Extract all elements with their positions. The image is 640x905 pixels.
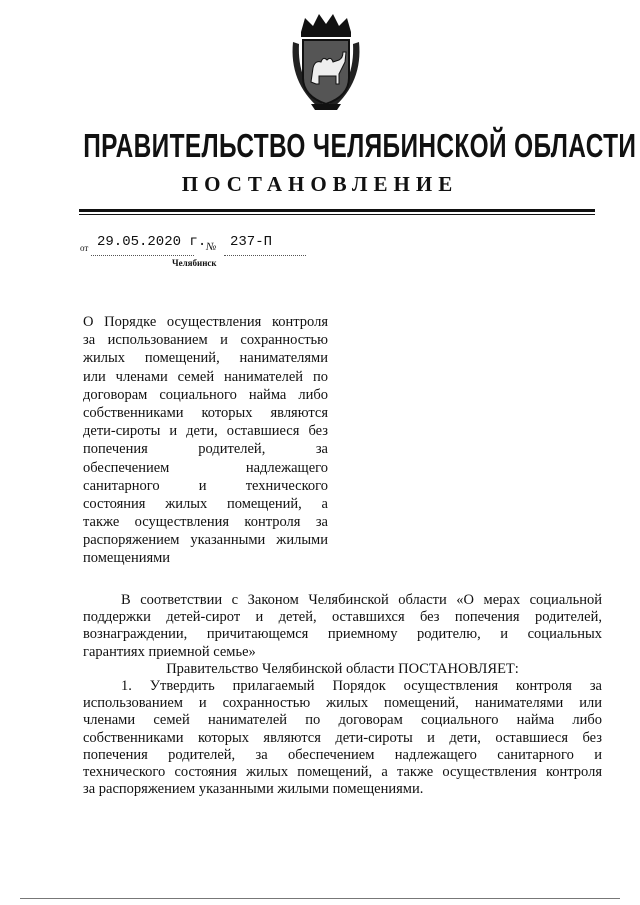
document-number: 237-П — [230, 234, 273, 250]
coat-of-arms-icon — [289, 12, 363, 114]
item-line: собственниками которых являются дети-сироты и дети, оставшиеся без — [83, 729, 602, 746]
subject-line: также осуществления контроля за — [83, 514, 328, 531]
subject-line: состояния жилых помещений, а — [83, 495, 328, 512]
item-line: за распоряжением указанными жилыми помещениями. — [83, 781, 424, 798]
subject-line: жилых помещений, нанимателями — [83, 350, 328, 367]
item-line: 1. Утвердить прилагаемый Порядок осуществления контроля за — [121, 677, 602, 694]
preamble-line: вознаграждении, причитающемся приемному родителю, и социальных — [83, 626, 602, 643]
date-underline — [91, 255, 194, 256]
item-line: попечения родителей, за обеспечением надлежащего санитарного и — [83, 746, 602, 763]
subject-line: договорам социального найма либо — [83, 386, 328, 403]
subject-line: собственниками которых являются — [83, 404, 328, 421]
subject-line: или членами семей нанимателей по — [83, 368, 328, 385]
preamble-line: гарантиях приемной семье» — [83, 643, 256, 660]
organization-title: ПРАВИТЕЛЬСТВО ЧЕЛЯБИНСКОЙ ОБЛАСТИ — [83, 127, 637, 164]
item-line: использованием и сохранностью жилых помещений, нанимателями или — [83, 695, 602, 712]
document-subject — [83, 313, 328, 568]
subject-line: санитарного и технического — [83, 477, 328, 494]
subject-line: за использованием и сохранностью — [83, 332, 328, 349]
item-line: членами семей нанимателей по договорам социального найма либо — [83, 712, 602, 729]
resolution-line: Правительство Челябинской области ПОСТАНОВЛЯЕТ: — [166, 660, 519, 677]
header-divider-thin — [79, 214, 595, 215]
page-bottom-edge — [20, 898, 620, 899]
subject-line: помещениями — [83, 550, 171, 567]
subject-line: попечения родителей, за — [83, 441, 328, 458]
date-prefix: от — [80, 243, 89, 253]
header-divider — [79, 209, 595, 212]
item-line: технического состояния жилых помещений, а также осуществления контроля — [83, 763, 602, 780]
subject-line: обеспечением надлежащего — [83, 459, 328, 476]
subject-line: распоряжением указанными жилыми — [83, 532, 328, 549]
number-prefix: № — [206, 241, 217, 253]
document-date: 29.05.2020 г. — [97, 234, 207, 250]
document-type-title: ПОСТАНОВЛЕНИЕ — [181, 172, 459, 196]
subject-line: О Порядке осуществления контроля — [83, 314, 328, 330]
document-body — [83, 592, 602, 798]
preamble-line: В соответствии с Законом Челябинской области «О мерах социальной — [121, 592, 602, 608]
subject-line: дети-сироты и дети, оставшиеся без — [83, 423, 328, 440]
number-underline — [224, 255, 306, 256]
city-label: Челябинск — [172, 258, 217, 268]
preamble-line: поддержки детей-сирот и детей, оставшихся без попечения родителей, — [83, 609, 602, 626]
